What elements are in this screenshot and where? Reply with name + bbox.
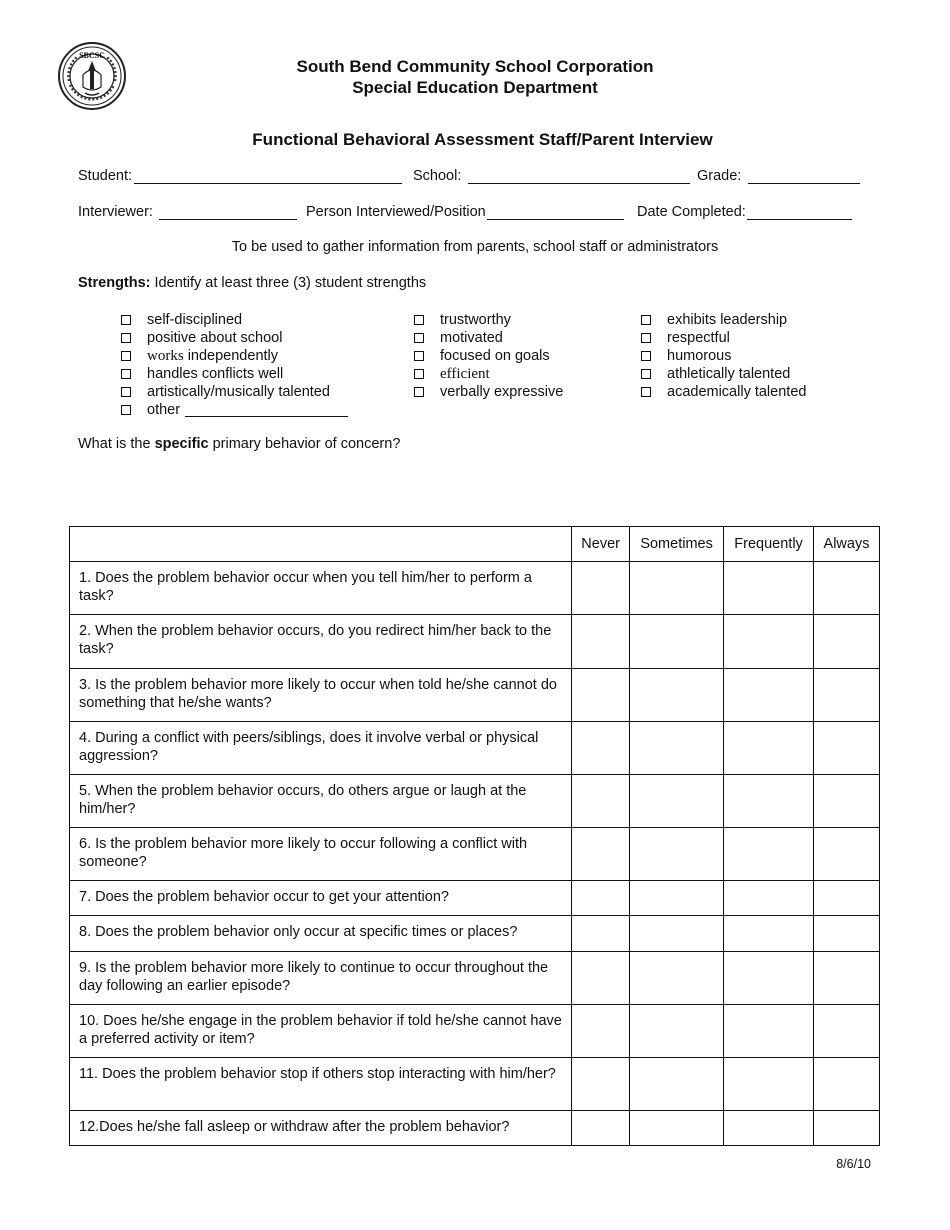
question-cell: 11. Does the problem behavior stop if others stop interacting with him/her?	[70, 1058, 572, 1111]
sometimes-cell[interactable]	[630, 881, 724, 916]
interviewer-field[interactable]	[78, 204, 297, 220]
never-cell[interactable]	[572, 1111, 630, 1146]
date-completed-line[interactable]	[747, 205, 852, 220]
question-cell: 10. Does he/she engage in the problem behavior if told he/she cannot have a preferred activity or item?	[70, 1005, 572, 1058]
strength-label: trustworthy	[440, 312, 511, 328]
strength-label: handles conflicts well	[147, 366, 284, 382]
concern-text-after: primary behavior of concern?	[212, 436, 401, 452]
question-cell: 5. When the problem behavior occurs, do others argue or laugh at the him/her?	[70, 775, 572, 828]
checkbox-icon[interactable]	[414, 315, 424, 325]
question-cell: 12.Does he/she fall asleep or withdraw after the problem behavior?	[70, 1111, 572, 1146]
frequently-cell[interactable]	[724, 562, 814, 615]
strength-option[interactable]	[641, 347, 806, 365]
strength-label: motivated	[440, 330, 503, 346]
student-label: Student:	[78, 168, 133, 184]
other-line[interactable]	[185, 403, 348, 417]
student-line[interactable]	[134, 169, 402, 184]
strength-option[interactable]	[414, 329, 563, 347]
frequently-cell[interactable]	[724, 952, 814, 1005]
sometimes-cell[interactable]	[630, 669, 724, 722]
checkbox-icon[interactable]	[641, 387, 651, 397]
date-completed-label: Date Completed:	[637, 204, 746, 220]
header-question	[70, 527, 572, 562]
strength-label: positive about school	[147, 330, 283, 346]
table-row	[70, 881, 880, 916]
organization-name: South Bend Community School Corporation	[296, 57, 654, 76]
header-never: Never	[572, 527, 630, 562]
strength-option[interactable]	[414, 365, 563, 383]
sometimes-cell[interactable]	[630, 1058, 724, 1111]
strengths-column-2	[414, 311, 563, 401]
strength-option-other[interactable]	[121, 401, 348, 419]
header-frequently: Frequently	[724, 527, 814, 562]
question-cell: 8. Does the problem behavior only occur at specific times or places?	[70, 916, 572, 952]
date-completed-field[interactable]	[637, 204, 852, 220]
question-cell: 3. Is the problem behavior more likely to occur when told he/she cannot do something that he/she wants?	[70, 669, 572, 722]
checkbox-icon[interactable]	[641, 315, 651, 325]
frequently-cell[interactable]	[724, 775, 814, 828]
always-cell[interactable]	[814, 828, 880, 881]
table-row	[70, 916, 880, 952]
interviewer-label: Interviewer:	[78, 204, 153, 220]
grade-line[interactable]	[748, 169, 860, 184]
never-cell[interactable]	[572, 722, 630, 775]
strength-option[interactable]	[641, 383, 806, 401]
strength-option[interactable]	[414, 383, 563, 401]
table-row	[70, 952, 880, 1005]
always-cell[interactable]	[814, 562, 880, 615]
checkbox-icon[interactable]	[414, 351, 424, 361]
never-cell[interactable]	[572, 1058, 630, 1111]
school-line[interactable]	[468, 169, 690, 184]
sometimes-cell[interactable]	[630, 828, 724, 881]
always-cell[interactable]	[814, 952, 880, 1005]
always-cell[interactable]	[814, 1111, 880, 1146]
table-row	[70, 1005, 880, 1058]
checkbox-icon[interactable]	[121, 405, 131, 415]
table-row	[70, 1111, 880, 1146]
grade-field[interactable]	[697, 168, 860, 184]
frequently-cell[interactable]	[724, 722, 814, 775]
always-cell[interactable]	[814, 722, 880, 775]
strengths-heading	[78, 275, 426, 291]
strength-label: focused on goals	[440, 348, 550, 364]
sometimes-cell[interactable]	[630, 615, 724, 669]
revision-date: 8/6/10	[836, 1157, 871, 1171]
frequently-cell[interactable]	[724, 615, 814, 669]
person-interviewed-label: Person Interviewed/Position	[306, 204, 486, 220]
grade-label: Grade:	[697, 168, 742, 184]
school-field[interactable]	[413, 168, 690, 184]
strength-label: exhibits leadership	[667, 312, 788, 328]
strength-label: efficient	[440, 366, 490, 382]
question-cell: 4. During a conflict with peers/siblings, does it involve verbal or physical aggression?	[70, 722, 572, 775]
seal-text: SBCSC	[79, 51, 105, 60]
strengths-column-3	[641, 311, 806, 401]
checkbox-icon[interactable]	[414, 333, 424, 343]
sometimes-cell[interactable]	[630, 1111, 724, 1146]
strength-option[interactable]	[414, 347, 563, 365]
strength-option[interactable]	[641, 365, 806, 383]
table-row	[70, 828, 880, 881]
never-cell[interactable]	[572, 916, 630, 952]
header-sometimes: Sometimes	[630, 527, 724, 562]
student-field[interactable]	[78, 168, 402, 184]
table-row	[70, 722, 880, 775]
strength-label-works: works	[147, 348, 184, 364]
always-cell[interactable]	[814, 615, 880, 669]
strength-option[interactable]	[121, 383, 348, 401]
checkbox-icon[interactable]	[121, 369, 131, 379]
never-cell[interactable]	[572, 562, 630, 615]
table-row	[70, 615, 880, 669]
strengths-label: Strengths:	[78, 275, 151, 291]
never-cell[interactable]	[572, 881, 630, 916]
concern-text-before: What is the	[78, 436, 151, 452]
department-name: Special Education Department	[352, 78, 598, 97]
table-row	[70, 669, 880, 722]
checkbox-icon[interactable]	[641, 333, 651, 343]
checkbox-icon[interactable]	[414, 387, 424, 397]
concern-question	[78, 436, 400, 452]
question-cell: 6. Is the problem behavior more likely to occur following a conflict with someone?	[70, 828, 572, 881]
strength-option[interactable]	[121, 329, 348, 347]
frequently-cell[interactable]	[724, 1111, 814, 1146]
strength-label: humorous	[667, 348, 732, 364]
checkbox-icon[interactable]	[414, 369, 424, 379]
question-cell: 1. Does the problem behavior occur when you tell him/her to perform a task?	[70, 562, 572, 615]
strength-label: respectful	[667, 330, 730, 346]
frequently-cell[interactable]	[724, 669, 814, 722]
always-cell[interactable]	[814, 775, 880, 828]
checkbox-icon[interactable]	[641, 369, 651, 379]
behavior-frequency-table	[69, 526, 880, 1146]
strengths-prompt: Identify at least three (3) student strengths	[154, 275, 427, 291]
strength-label: self-disciplined	[147, 312, 243, 328]
checkbox-icon[interactable]	[121, 351, 131, 361]
strength-label: athletically talented	[667, 366, 791, 382]
strength-label: artistically/musically talented	[147, 384, 330, 400]
never-cell[interactable]	[572, 1005, 630, 1058]
strength-label: other	[147, 402, 181, 418]
never-cell[interactable]	[572, 615, 630, 669]
sometimes-cell[interactable]	[630, 722, 724, 775]
never-cell[interactable]	[572, 775, 630, 828]
strength-option[interactable]	[641, 311, 806, 329]
always-cell[interactable]	[814, 1058, 880, 1111]
never-cell[interactable]	[572, 952, 630, 1005]
strength-option[interactable]	[121, 311, 348, 329]
strength-option[interactable]	[414, 311, 563, 329]
person-interviewed-field[interactable]	[306, 204, 624, 220]
sometimes-cell[interactable]	[630, 952, 724, 1005]
frequently-cell[interactable]	[724, 1058, 814, 1111]
instructions-text: To be used to gather information from parents, school staff or administrators	[231, 239, 719, 255]
always-cell[interactable]	[814, 881, 880, 916]
table-row	[70, 562, 880, 615]
frequently-cell[interactable]	[724, 881, 814, 916]
strength-option[interactable]	[121, 365, 348, 383]
frequently-cell[interactable]	[724, 828, 814, 881]
checkbox-icon[interactable]	[121, 333, 131, 343]
school-label: School:	[413, 168, 462, 184]
sometimes-cell[interactable]	[630, 916, 724, 952]
checkbox-icon[interactable]	[121, 387, 131, 397]
frequently-cell[interactable]	[724, 1005, 814, 1058]
strength-label: verbally expressive	[440, 384, 564, 400]
concern-emphasis: specific	[154, 436, 209, 452]
checkbox-icon[interactable]	[121, 315, 131, 325]
strength-label-independently: independently	[187, 348, 279, 364]
strength-label: academically talented	[667, 384, 807, 400]
always-cell[interactable]	[814, 669, 880, 722]
frequently-cell[interactable]	[724, 916, 814, 952]
sometimes-cell[interactable]	[630, 562, 724, 615]
question-cell: 2. When the problem behavior occurs, do you redirect him/her back to the task?	[70, 615, 572, 669]
strengths-column-1	[121, 311, 348, 419]
never-cell[interactable]	[572, 669, 630, 722]
strength-option[interactable]	[641, 329, 806, 347]
table-row	[70, 775, 880, 828]
strength-option[interactable]	[121, 347, 348, 365]
table-header-row	[70, 527, 880, 562]
sometimes-cell[interactable]	[630, 1005, 724, 1058]
form-title: Functional Behavioral Assessment Staff/Parent Interview	[252, 130, 713, 149]
question-cell: 7. Does the problem behavior occur to get your attention?	[70, 881, 572, 916]
header-always: Always	[814, 527, 880, 562]
checkbox-icon[interactable]	[641, 351, 651, 361]
interviewer-line[interactable]	[159, 205, 297, 220]
always-cell[interactable]	[814, 916, 880, 952]
always-cell[interactable]	[814, 1005, 880, 1058]
person-interviewed-line[interactable]	[487, 205, 624, 220]
sometimes-cell[interactable]	[630, 775, 724, 828]
never-cell[interactable]	[572, 828, 630, 881]
table-row	[70, 1058, 880, 1111]
question-cell: 9. Is the problem behavior more likely to continue to occur throughout the day following an earlier episode?	[70, 952, 572, 1005]
